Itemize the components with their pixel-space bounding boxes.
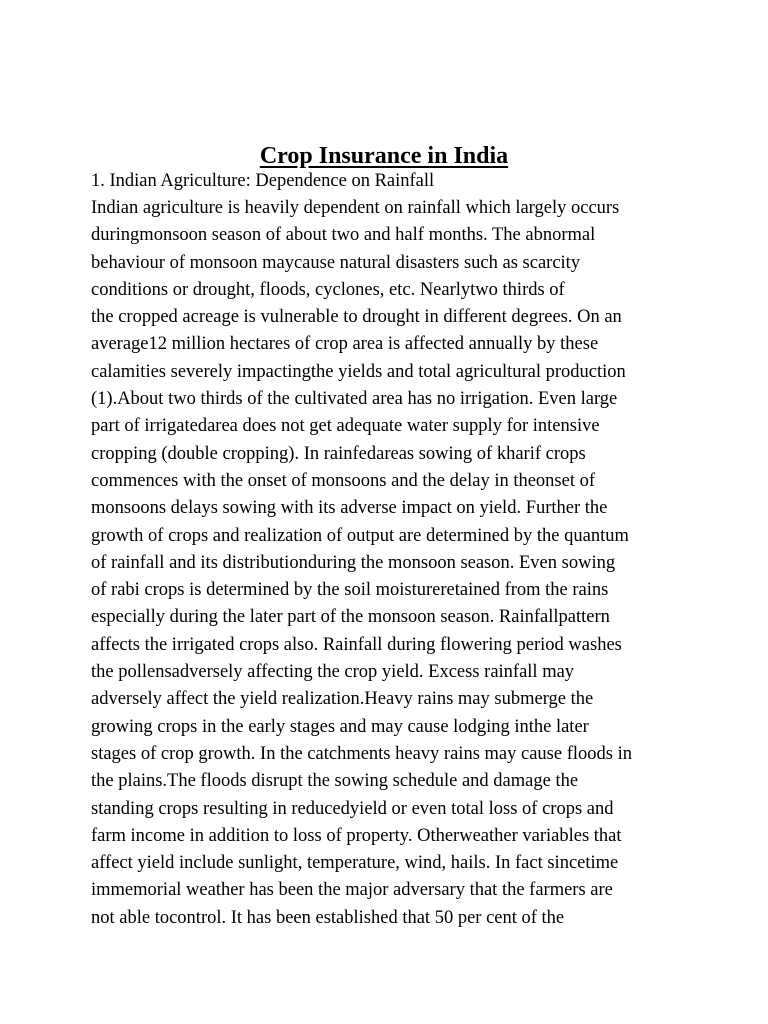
body-line: conditions or drought, floods, cyclones, etc. Nearlytwo thirds of (91, 279, 565, 300)
body-line: average12 million hectares of crop area is affected annually by these (91, 334, 599, 355)
body-line: growing crops in the early stages and may cause lodging inthe later (91, 716, 589, 737)
body-paragraph (91, 195, 691, 932)
body-line: duringmonsoon season of about two and half months. The abnormal (91, 225, 596, 246)
body-line: affects the irrigated crops also. Rainfall during flowering period washes (91, 634, 622, 655)
body-line: behaviour of monsoon maycause natural disasters such as scarcity (91, 252, 581, 273)
body-line: (1).About two thirds of the cultivated area has no irrigation. Even large (91, 389, 618, 410)
body-line: adversely affect the yield realization.Heavy rains may submerge the (91, 689, 594, 710)
body-line: part of irrigatedarea does not get adequate water supply for intensive (91, 416, 600, 437)
section-heading: 1. Indian Agriculture: Dependence on Rainfall (91, 171, 435, 191)
body-line: Indian agriculture is heavily dependent on rainfall which largely occurs (91, 198, 620, 218)
body-line: stages of crop growth. In the catchments heavy rains may cause floods in (91, 743, 632, 764)
body-line: the cropped acreage is vulnerable to drought in different degrees. On an (91, 307, 622, 328)
body-line: standing crops resulting in reducedyield or even total loss of crops and (91, 798, 614, 819)
body-line: affect yield include sunlight, temperature, wind, hails. In fact sincetime (91, 853, 619, 874)
body-line: calamities severely impactingthe yields and total agricultural production (91, 361, 626, 382)
body-line: of rainfall and its distributionduring the monsoon season. Even sowing (91, 552, 616, 573)
body-line: of rabi crops is determined by the soil moistureretained from the rains (91, 580, 609, 601)
body-line: the plains.The floods disrupt the sowing schedule and damage the (91, 771, 579, 792)
body-line: not able tocontrol. It has been established that 50 per cent of the (91, 907, 565, 928)
body-line: farm income in addition to loss of property. Otherweather variables that (91, 825, 622, 846)
body-line: commences with the onset of monsoons and the delay in theonset of (91, 470, 596, 491)
document-title: Crop Insurance in India (259, 143, 509, 169)
body-line: immemorial weather has been the major adversary that the farmers are (91, 880, 613, 901)
body-line: monsoons delays sowing with its adverse impact on yield. Further the (91, 498, 608, 519)
body-line: growth of crops and realization of output are determined by the quantum (91, 525, 629, 546)
body-line: the pollensadversely affecting the crop yield. Excess rainfall may (91, 662, 575, 683)
body-line: cropping (double cropping). In rainfedareas sowing of kharif crops (91, 443, 586, 464)
body-line: especially during the later part of the monsoon season. Rainfallpattern (91, 607, 610, 628)
